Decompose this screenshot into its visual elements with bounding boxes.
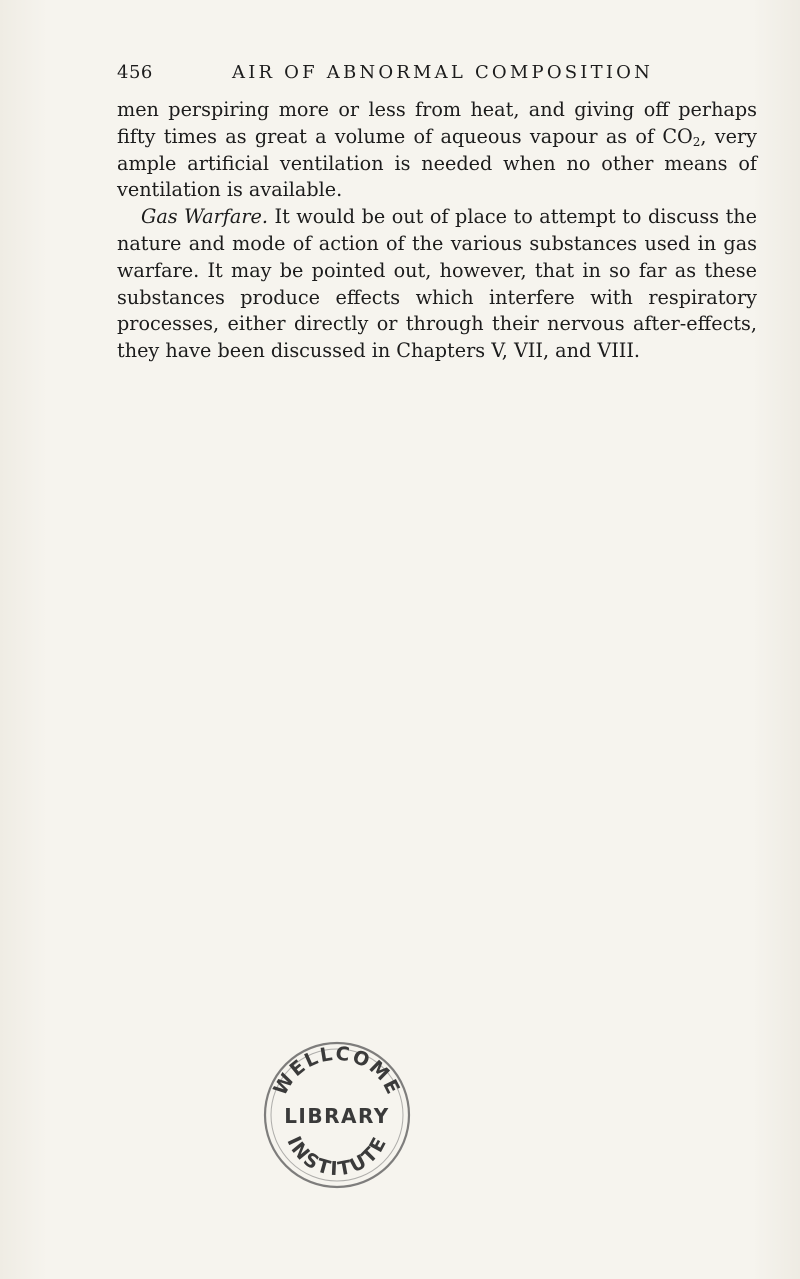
paragraph-ventilation-text-end: , very ample artificial ventilation is needed when no other means of ventilation is available. — [117, 124, 757, 202]
page-number: 456 — [117, 62, 153, 83]
page-header — [117, 62, 777, 94]
section-heading-gas-warfare: Gas Warfare. — [141, 205, 268, 229]
running-title: AIR OF ABNORMAL COMPOSITION — [232, 62, 654, 83]
paragraph-gas-warfare-text: It would be out of place to attempt to discuss the nature and mode of action of the various substances used in gas warfare. It may be pointed out, however, that in so far as these substances produce effects which interfere with respiratory processes, either directly or through their nervous after-effects, they have been discussed in Chapters V, VII, and VIII. — [117, 205, 757, 363]
svg-text:WELLCOME: WELLCOME — [269, 1042, 405, 1100]
svg-text:LIBRARY: LIBRARY — [284, 1104, 390, 1128]
library-stamp — [252, 1030, 422, 1200]
svg-text:INSTITUTE: INSTITUTE — [282, 1132, 392, 1181]
paragraph-ventilation-text: men perspiring more or less from heat, and giving off perhaps fifty times as great a volume of aqueous vapour as of CO — [117, 98, 757, 148]
library-stamp-seal — [252, 1030, 422, 1200]
body-text — [117, 97, 757, 365]
paragraph-gas-warfare — [117, 204, 757, 365]
co2-subscript: 2 — [692, 134, 701, 149]
paragraph-ventilation — [117, 97, 757, 204]
